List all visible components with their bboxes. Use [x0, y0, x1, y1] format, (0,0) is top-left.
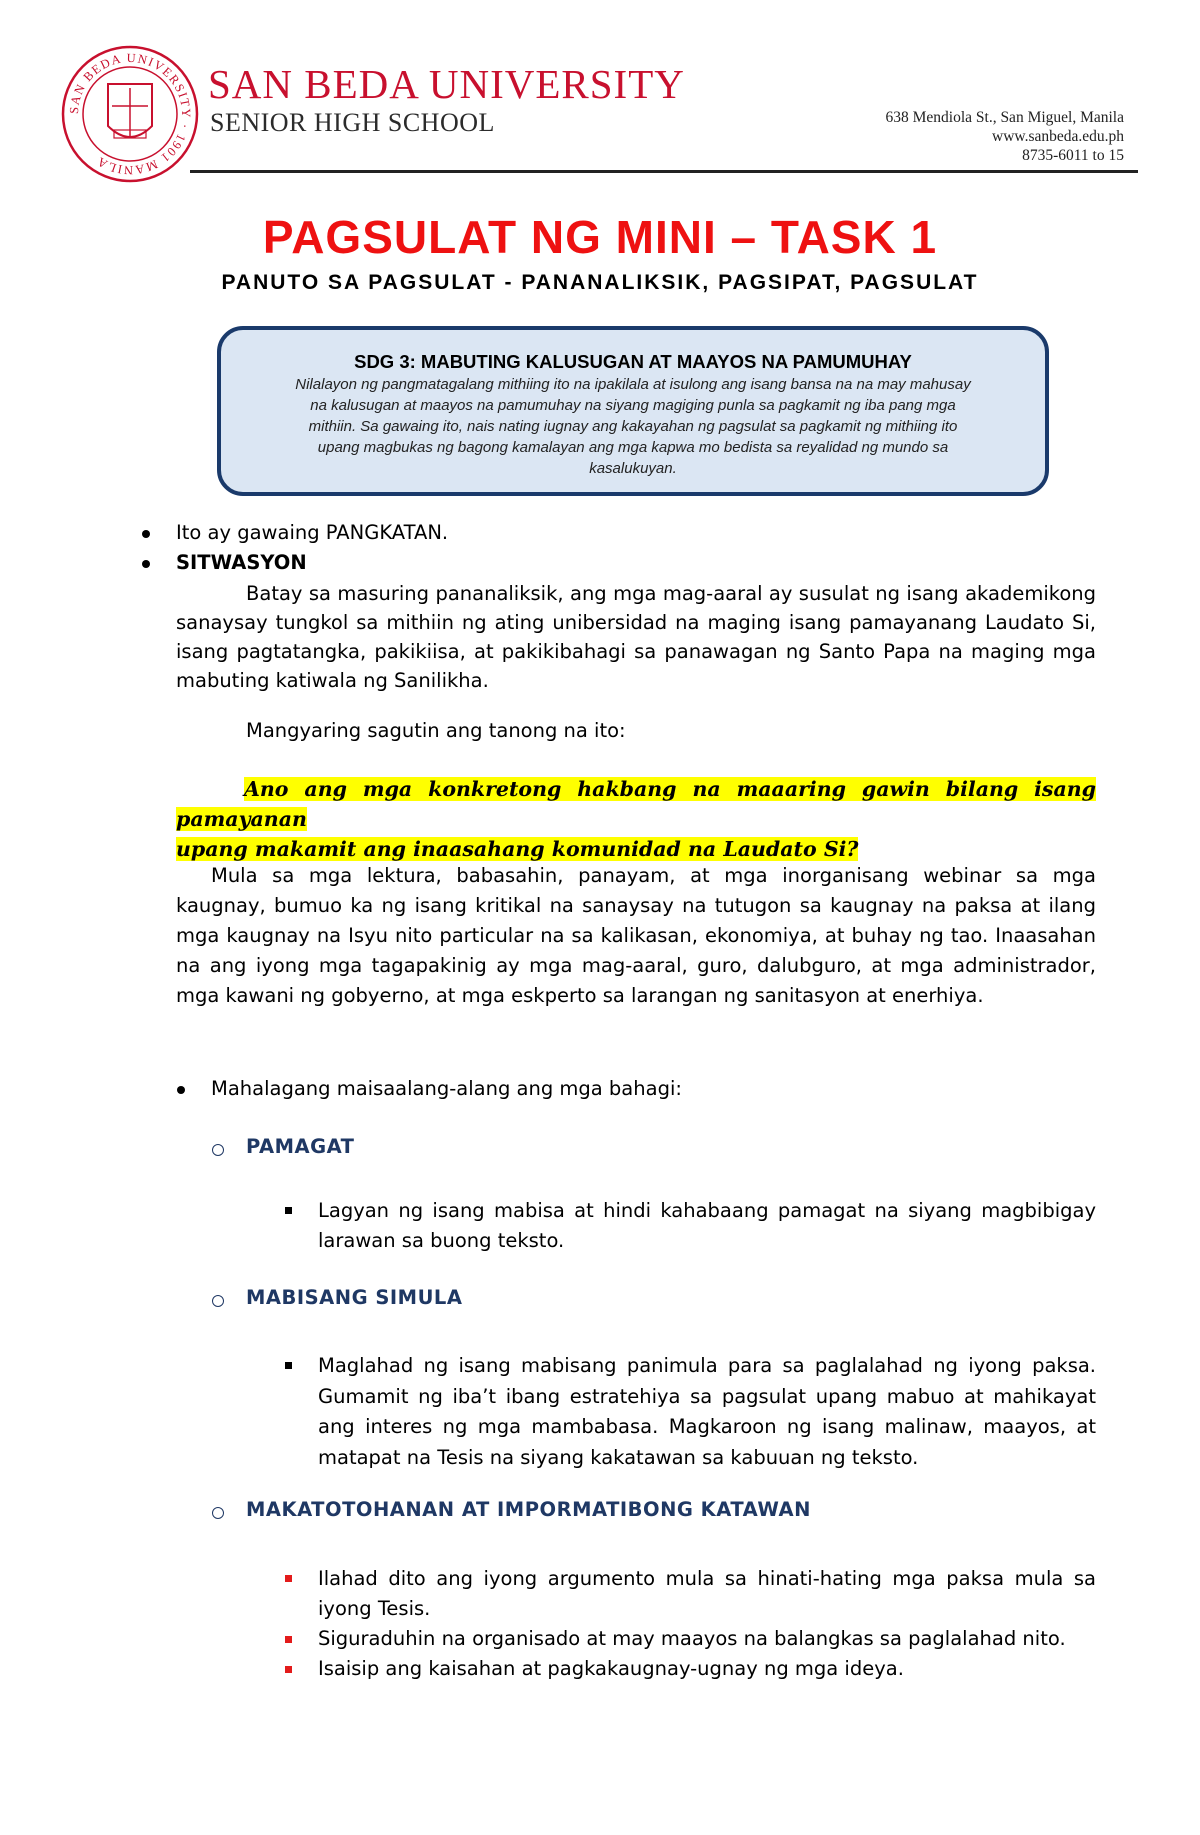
hollow-bullet-icon [212, 1295, 224, 1307]
square-bullet-icon [285, 1362, 292, 1369]
university-seal-icon [60, 44, 200, 184]
parts-intro: Mahalagang maisaalang-alang ang mga bahagi: [211, 1077, 682, 1100]
square-bullet-icon [285, 1207, 292, 1214]
sdg-line: Nilalayon ng pangmatagalang mithiing ito na ipakilala at isulong ang isang bansa na na may mahusay [295, 376, 971, 393]
contact-info [885, 108, 1124, 165]
sdg-title: SDG 3: MABUTING KALUSUGAN AT MAAYOS NA PAMUMUHAY [354, 351, 912, 372]
page-subtitle: PANUTO SA PAGSULAT - PANANALIKSIK, PAGSIPAT, PAGSULAT [221, 271, 979, 294]
situation-label: SITWASYON [176, 551, 307, 574]
address: 638 Mendiola St., San Miguel, Manila [885, 109, 1124, 126]
sdg-line: upang magbukas ng bagong kamalayan ang mga kapwa mo bedista sa reyalidad ng mundo sa [317, 439, 949, 456]
sdg-line: mithiin. Sa gawaing ito, nais nating iugnay ang kakayahan ng pagsulat sa pagkamit ng mithiing ito [308, 418, 958, 435]
question-line-1: Ano ang mga konkretong hakbang na maaaring gawin bilang isang pamayanan [176, 777, 1096, 831]
section-item: Ilahad dito ang iyong argumento mula sa hinati-hating mga paksa mula sa iyong Tesis. [318, 1567, 1096, 1620]
hollow-bullet-icon [212, 1507, 224, 1519]
question-line-2: upang makamit ang inaasahang komunidad na Laudato Si? [176, 837, 859, 861]
svg-text:SAN BEDA UNIVERSITY · 1901 MAN: SAN BEDA UNIVERSITY · 1901 MANILA [66, 50, 194, 178]
header-divider [190, 170, 1138, 173]
section-item: Siguraduhin na organisado at may maayos na balangkas sa paglalahad nito. [318, 1627, 1066, 1650]
page-title: PAGSULAT NG MINI – TASK 1 [262, 211, 938, 263]
square-bullet-icon [285, 1575, 292, 1582]
square-bullet-icon [285, 1636, 292, 1643]
letterhead [0, 0, 1200, 190]
website: www.sanbeda.edu.ph [992, 128, 1124, 145]
school-name: SENIOR HIGH SCHOOL [210, 108, 495, 137]
university-name: SAN BEDA UNIVERSITY [208, 61, 685, 107]
section-item: Maglahad ng isang mabisang panimula para sa paglalahad ng iyong paksa. Gumamit ng iba’t ibang estratehiya sa pagsulat upang mabuo at mahikayat ang interes ng mga mambabasa. Magkaroon ng isang malinaw, maayos, at matapat na Tesis na siyang kakatawan sa kabuuan ng teksto. [318, 1354, 1096, 1469]
section-item: Lagyan ng isang mabisa at hindi kahabaang pamagat na siyang magbibigay larawan sa buong teksto. [318, 1199, 1096, 1252]
essay-instruction: Mula sa mga lektura, babasahin, panayam, at mga inorganisang webinar sa mga kaugnay, bumuo ka ng isang kritikal na sanaysay na tutugon sa kaugnay na paksa at ilang mga kaugnay na Isyu nito particular na sa kalikasan, ekonomiya, at buhay ng tao. Inaasahan na ang iyong mga tagapakinig ay mga mag-aaral, guro, dalubguro, at mga administrador, mga kawani ng gobyerno, at mga eskperto sa larangan ng sanitasyon at enerhiya. [176, 864, 1096, 1007]
sdg-line: kasalukuyan. [589, 460, 677, 477]
section-heading-katawan: MAKATOTOHANAN AT IMPORMATIBONG KATAWAN [246, 1498, 811, 1521]
situation-paragraph: Batay sa masuring pananaliksik, ang mga mag-aaral ay susulat ng isang akademikong sanaysay tungkol sa mithiin ng ating unibersidad na maging isang pamayanang Laudato Si, isang pagtatangka, pakikiisa, at pakikibahagi sa panawagan ng Santo Papa na maging mga mabuting katiwala ng Sanilikha. [176, 582, 1096, 692]
square-bullet-icon [285, 1666, 292, 1673]
hollow-bullet-icon [212, 1144, 224, 1156]
bullet-icon [177, 1086, 185, 1094]
group-task-item: Ito ay gawaing PANGKATAN. [176, 521, 449, 544]
section-heading-simula: MABISANG SIMULA [246, 1286, 463, 1309]
bullet-icon [142, 530, 150, 538]
bullet-icon [142, 560, 150, 568]
sdg-callout [217, 326, 1049, 496]
guiding-question [176, 774, 1096, 864]
section-item: Isaisip ang kaisahan at pagkakaugnay-ugnay ng mga ideya. [318, 1657, 904, 1680]
section-heading-pamagat: PAMAGAT [246, 1135, 355, 1158]
prompt-intro: Mangyaring sagutin ang tanong na ito: [246, 719, 626, 742]
sdg-line: na kalusugan at maayos na pamumuhay na siyang magiging punla sa pagkamit ng iba pang mga [310, 397, 956, 414]
phone: 8735-6011 to 15 [1022, 147, 1124, 164]
sdg-description [261, 374, 1005, 479]
